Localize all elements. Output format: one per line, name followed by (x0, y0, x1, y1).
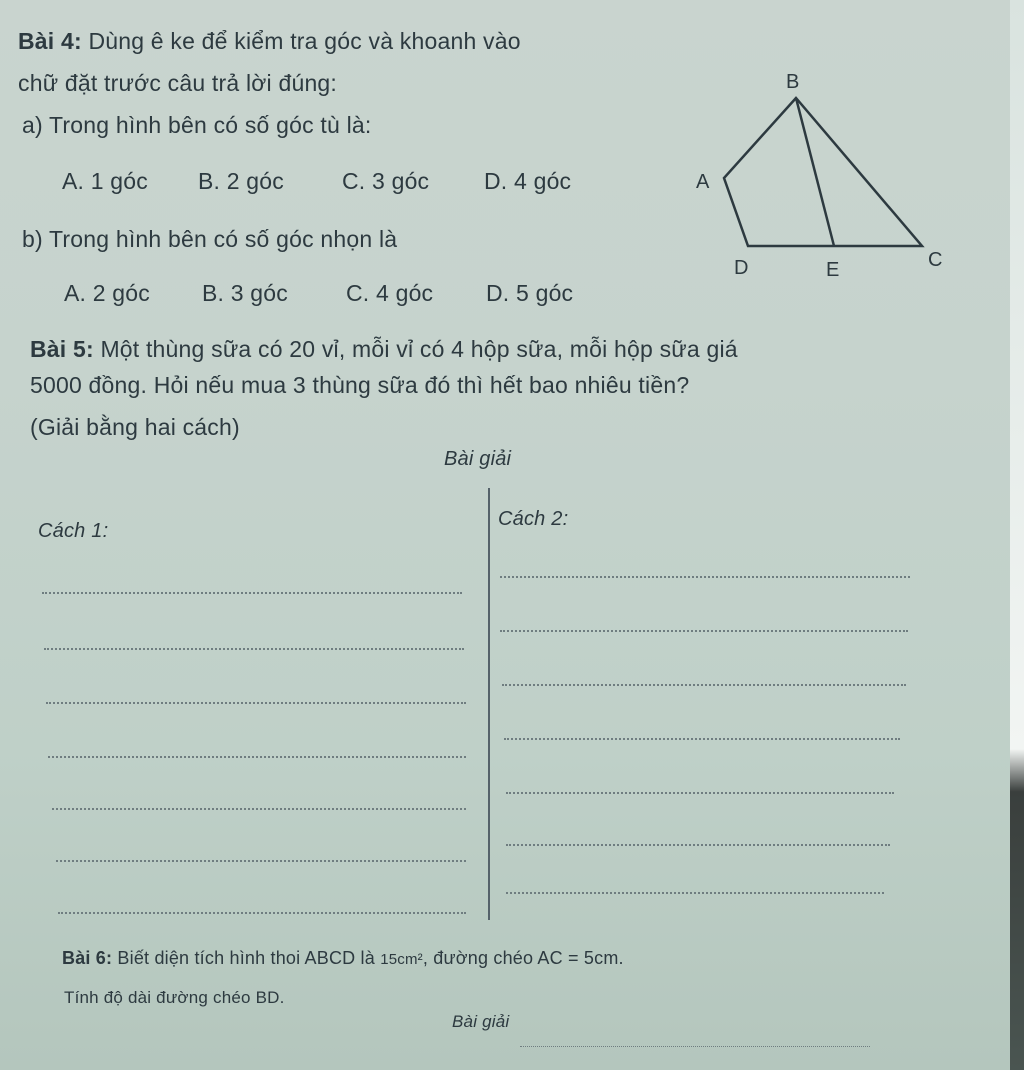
bai4-intro-2: chữ đặt trước câu trả lời đúng: (18, 70, 338, 96)
figure-label-d: D (734, 257, 749, 279)
bai6-line-1 (62, 948, 624, 969)
bai4-qb-option-a: A. 2 góc (64, 280, 150, 306)
bai5-text-1: Một thùng sữa có 20 vỉ, mỗi vỉ có 4 hộp sữa, mỗi hộp sữa giá (100, 336, 738, 362)
bai4-qa-option-d: D. 4 góc (484, 168, 572, 194)
answer-line (42, 592, 462, 594)
bai5-heading: Bài 5: (30, 336, 94, 362)
bai4-qa-option-a: A. 1 góc (62, 168, 148, 194)
answer-line (48, 756, 466, 758)
answer-line (500, 576, 910, 578)
bai4-qb-option-b: B. 3 góc (202, 280, 288, 306)
column-divider (488, 488, 490, 920)
answer-line (506, 892, 884, 894)
answer-line (52, 808, 466, 810)
bai4-intro-1: Dùng ê ke để kiểm tra góc và khoanh vào (88, 28, 521, 54)
bai4-qa-option-c: C. 3 góc (342, 168, 430, 194)
bai6-solution-title: Bài giải (452, 1012, 510, 1031)
bai4-intro-line-1 (18, 28, 521, 55)
answer-line (44, 648, 464, 650)
answer-line (502, 684, 906, 686)
bai6-text-3: Tính độ dài đường chéo BD. (64, 988, 285, 1007)
bai5-method-1: Cách 1: (38, 520, 109, 542)
bai5-line-1 (30, 336, 738, 363)
answer-line (520, 1046, 870, 1047)
answer-line (58, 912, 466, 914)
bai4-qb-option-d: D. 5 góc (486, 280, 574, 306)
bai5-text-3: (Giải bằng hai cách) (30, 414, 240, 440)
bai4-question-b: b) Trong hình bên có số góc nhọn là (22, 226, 398, 252)
answer-line (506, 792, 894, 794)
answer-line (504, 738, 900, 740)
bai4-qb-option-c: C. 4 góc (346, 280, 434, 306)
bai6-area: 15cm² (380, 951, 423, 968)
figure-label-c: C (928, 249, 943, 271)
bai6-text-1: Biết diện tích hình thoi ABCD là (117, 948, 375, 968)
figure-label-a: A (696, 171, 710, 193)
bai4-heading: Bài 4: (18, 28, 82, 54)
figure-label-b: B (786, 71, 800, 93)
bai5-method-2: Cách 2: (498, 508, 569, 530)
bai4-question-a: a) Trong hình bên có số góc tù là: (22, 112, 372, 138)
bai5-text-2: 5000 đồng. Hỏi nếu mua 3 thùng sữa đó thì hết bao nhiêu tiền? (30, 372, 690, 398)
bai5-solution-title: Bài giải (444, 448, 512, 470)
page-edge (1010, 0, 1024, 1070)
bai4-qa-option-b: B. 2 góc (198, 168, 284, 194)
answer-line (506, 844, 890, 846)
bai6-heading: Bài 6: (62, 948, 113, 968)
pentagon-figure (690, 60, 970, 290)
figure-outline (724, 98, 922, 246)
figure-label-e: E (826, 259, 840, 281)
answer-line (56, 860, 466, 862)
answer-line (46, 702, 466, 704)
answer-line (500, 630, 908, 632)
bai6-text-2: , đường chéo AC = 5cm. (422, 948, 624, 968)
